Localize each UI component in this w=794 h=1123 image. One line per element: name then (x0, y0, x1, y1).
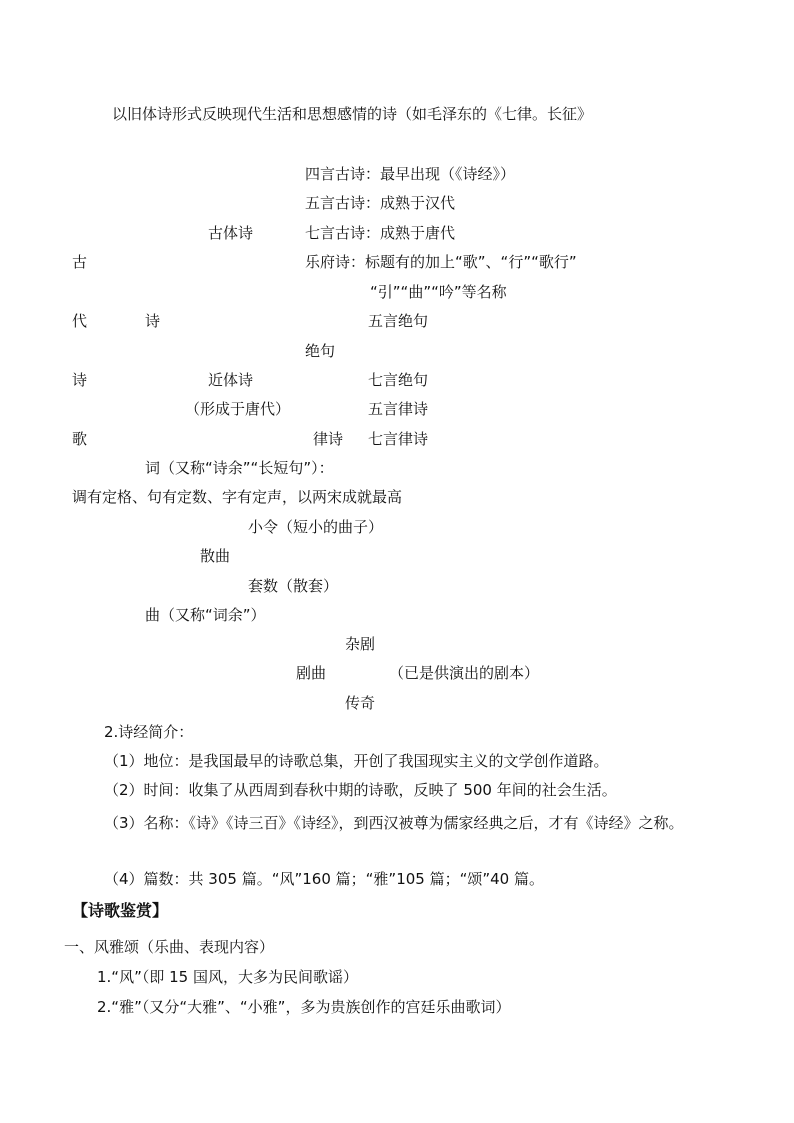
juqu-item-zaju: 杂剧 (345, 635, 376, 653)
qu-label: 曲（又称“词余”） (145, 606, 266, 624)
lvshi-label: 律诗 (313, 430, 344, 448)
appreciation-heading: 【诗歌鉴赏】 (72, 901, 169, 920)
jinti-note: （形成于唐代） (185, 400, 291, 418)
guti-item-wuyan: 五言古诗：成熟于汉代 (305, 194, 456, 212)
juqu-label: 剧曲 (296, 664, 327, 682)
jueju-item-qiyan: 七言绝句 (368, 371, 429, 389)
sanqu-label: 散曲 (200, 547, 231, 565)
guti-yuefu-continuation: “引”“曲”“吟”等名称 (370, 283, 507, 301)
shijing-item-diwei: （1）地位：是我国最早的诗歌总集，开创了我国现实主义的文学创作道路。 (104, 752, 609, 770)
appreciation-section-one: 一、风雅颂（乐曲、表现内容） (64, 938, 275, 956)
shi-label: 诗 (145, 312, 161, 330)
sanqu-item-xiaoling: 小令（短小的曲子） (248, 518, 384, 536)
side-char-dai: 代 (72, 312, 88, 330)
shijing-item-shijian: （2）时间：收集了从西周到春秋中期的诗歌，反映了 500 年间的社会生活。 (104, 781, 617, 799)
jueju-label: 绝句 (305, 342, 336, 360)
jinti-label: 近体诗 (208, 371, 254, 389)
jueju-item-wuyan: 五言绝句 (368, 312, 429, 330)
appreciation-item-ya: 2.“雅”（又分“大雅”、“小雅”，多为贵族创作的宫廷乐曲歌词） (97, 998, 511, 1016)
guti-item-yuefu: 乐府诗：标题有的加上“歌”、“行”“歌行” (305, 253, 577, 271)
side-char-shi: 诗 (72, 371, 88, 389)
intro-line: 以旧体诗形式反映现代生活和思想感情的诗（如毛泽东的《七律。长征》 (112, 105, 593, 123)
lvshi-item-qiyan: 七言律诗 (368, 430, 429, 448)
juqu-item-chuanqi: 传奇 (345, 694, 376, 712)
ci-label: 词（又称“诗余”“长短句”）： (145, 459, 334, 477)
guti-item-qiyan: 七言古诗：成熟于唐代 (305, 224, 456, 242)
appreciation-item-feng: 1.“风”（即 15 国风，大多为民间歌谣） (97, 968, 358, 986)
side-char-ge: 歌 (72, 430, 88, 448)
shijing-item-mingcheng: （3）名称：《诗》《诗三百》《诗经》，到西汉被尊为儒家经典之后，才有《诗经》之称。 (104, 814, 684, 832)
guti-label: 古体诗 (208, 224, 254, 242)
juqu-note: （已是供演出的剧本） (389, 664, 540, 682)
shijing-item-pianshu: （4）篇数：共 305 篇。“风”160 篇；“雅”105 篇；“颂”40 篇。 (104, 870, 544, 888)
sanqu-item-taoshu: 套数（散套） (248, 577, 339, 595)
guti-item-siyan: 四言古诗：最早出现（《诗经》） (305, 165, 516, 183)
shijing-heading: 2.诗经简介： (104, 723, 194, 741)
ci-desc: 调有定格、句有定数、字有定声，以两宋成就最高 (72, 488, 403, 506)
side-char-gu: 古 (72, 253, 88, 271)
lvshi-item-wuyan: 五言律诗 (368, 400, 429, 418)
